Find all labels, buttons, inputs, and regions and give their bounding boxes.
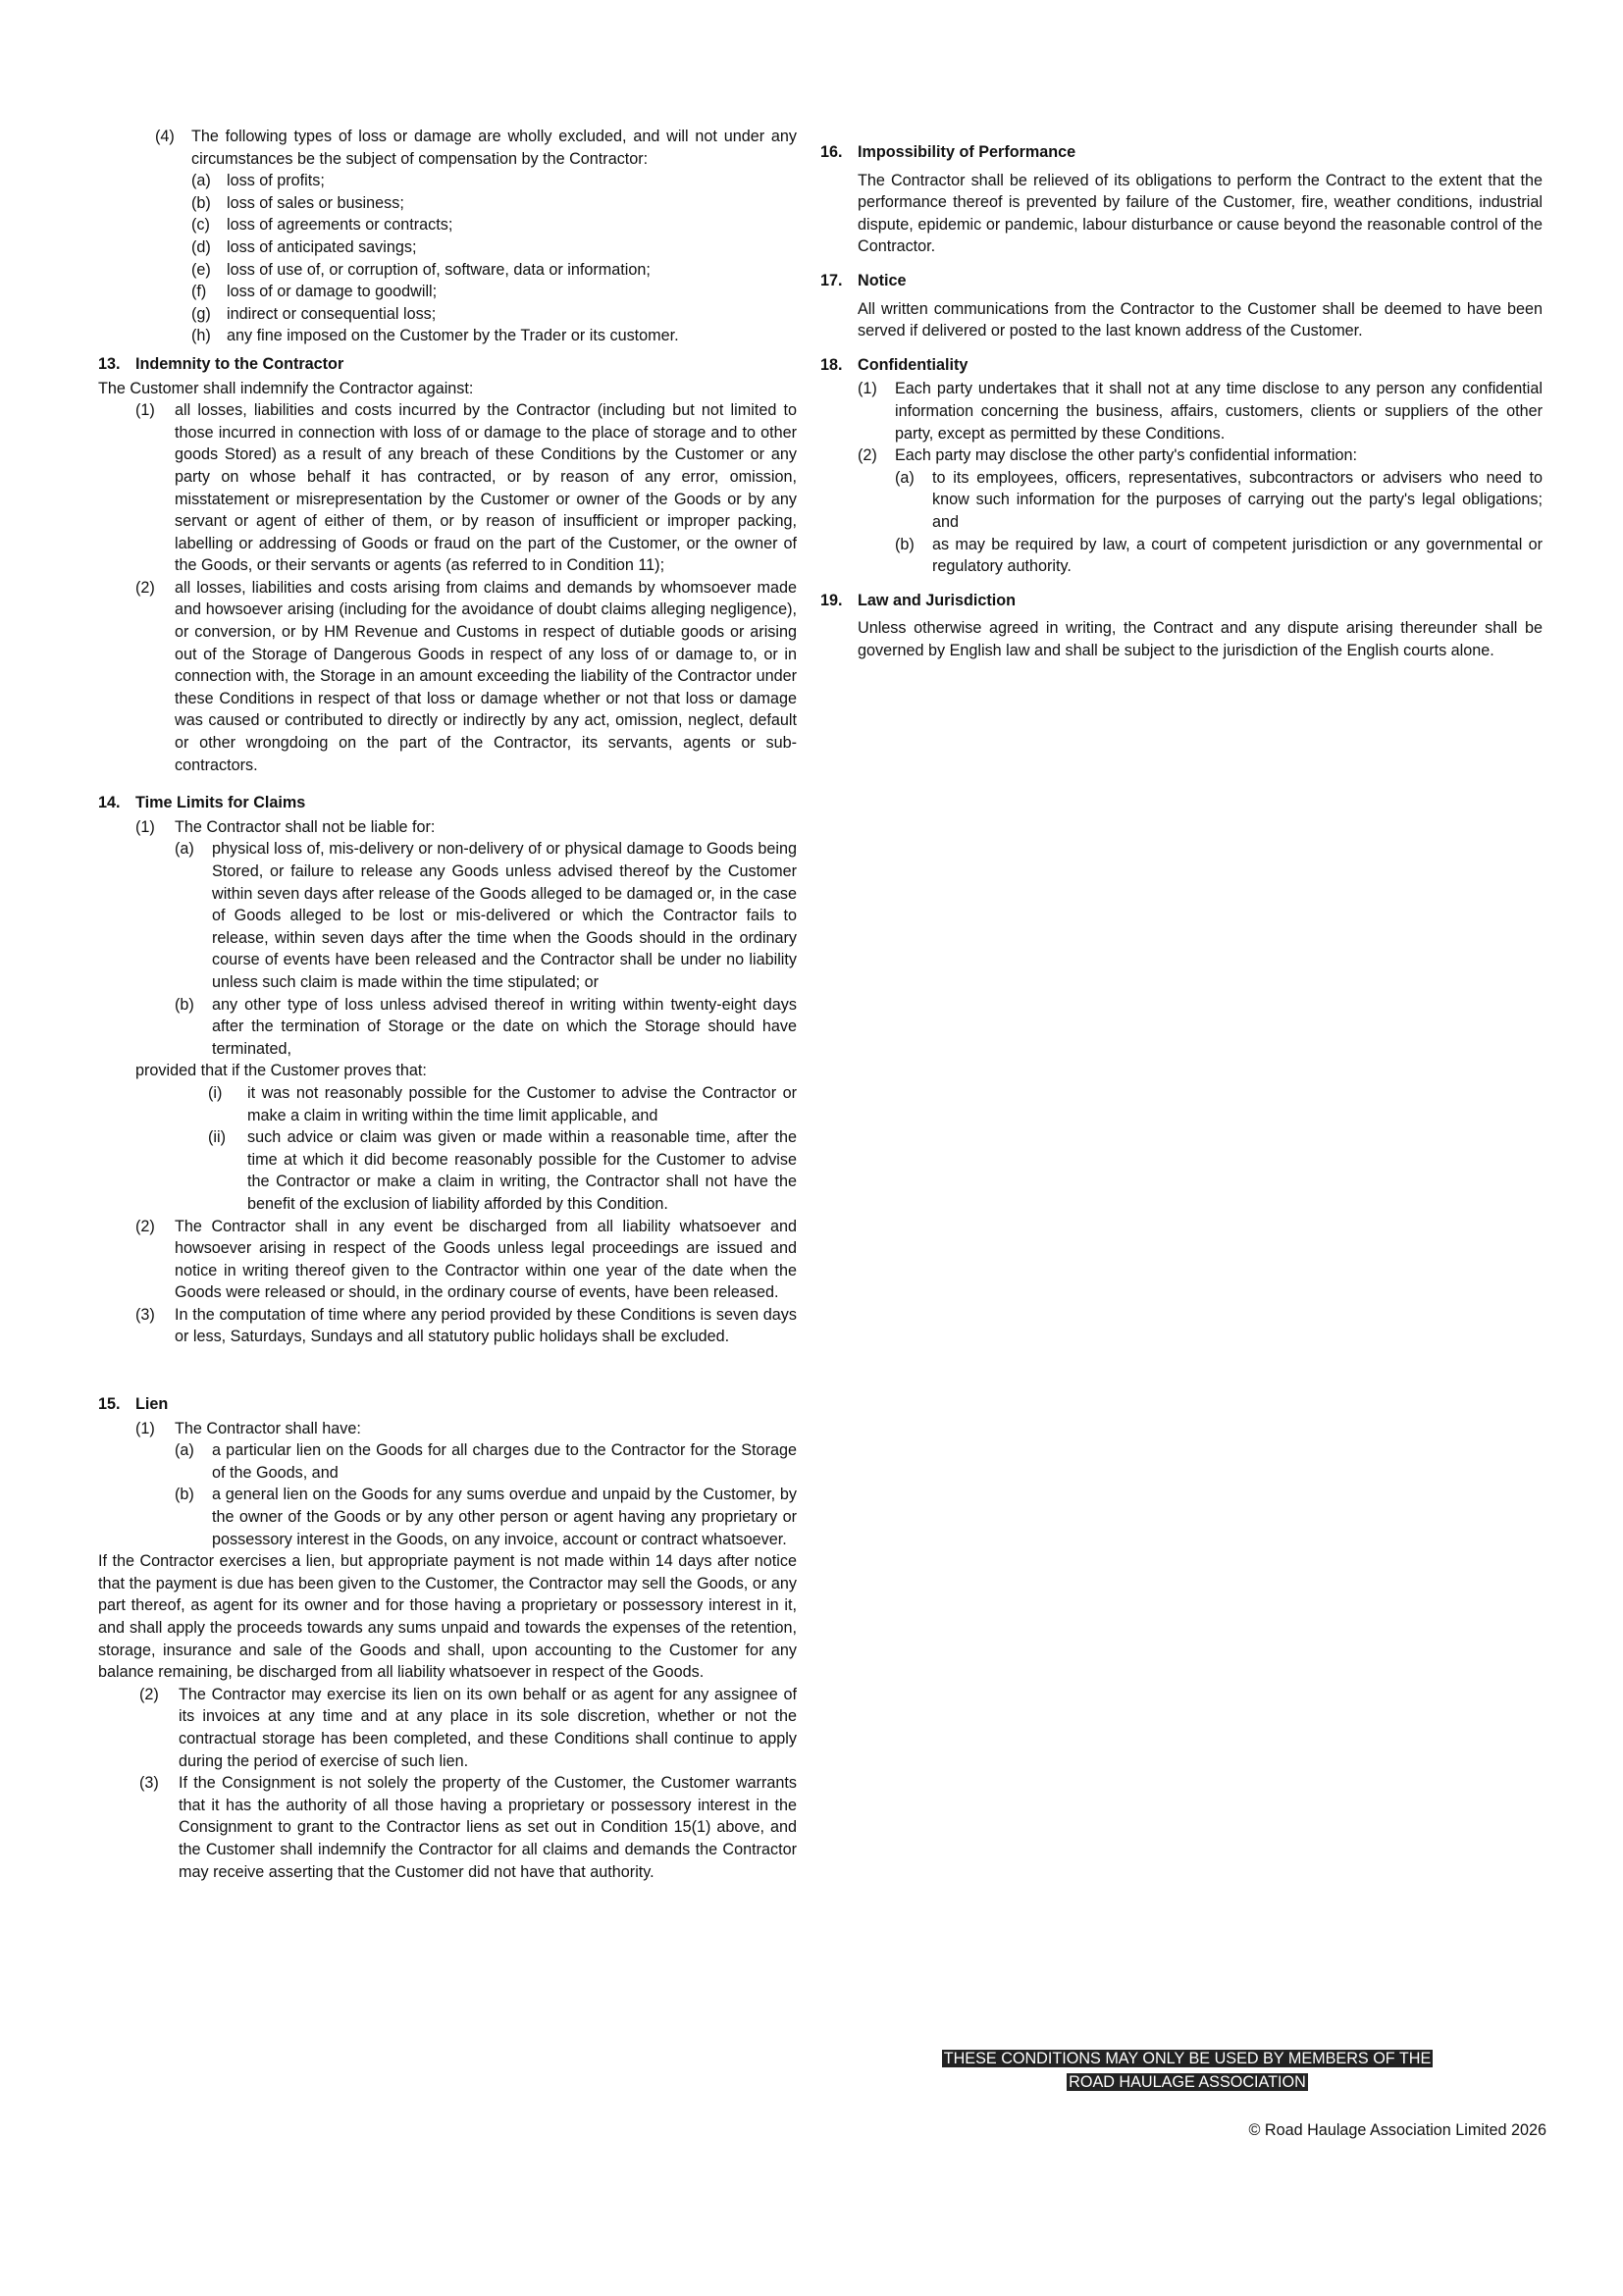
section-text: The Contractor shall be relieved of its obligations to perform the Contract to the extent that the performance thereof is prevented by failure of the Customer, fire, weather conditions, industrial dispute, epidemic or pandemic, labour disturbance or cause beyond the reasonable control of the Contractor. [858, 171, 1543, 256]
item-label: (2) [135, 578, 155, 597]
clause-item [820, 467, 1543, 534]
section-text: All written communications from the Contractor to the Customer shall be deemed to have been served if delivered or posted to the last known address of the Customer. [858, 299, 1543, 340]
section-heading [820, 141, 1543, 164]
indemnity-item [98, 577, 797, 776]
condition-13 [98, 353, 797, 776]
clause-label: (1) [135, 1419, 155, 1437]
clause-item [98, 1484, 797, 1550]
clause-text: The Contractor shall have: [175, 1419, 361, 1437]
item-text: loss of use of, or corruption of, software, data or information; [227, 260, 651, 279]
section-number: 16. [820, 143, 843, 161]
item-label: (b) [191, 193, 211, 212]
proviso-item [98, 1082, 797, 1126]
item-text: loss of agreements or contracts; [227, 216, 453, 235]
clause-item [98, 1216, 797, 1304]
item-label: (g) [191, 304, 211, 323]
clause-item [820, 378, 1543, 444]
clause-text: The following types of loss or damage are wholly excluded, and will not under any circumstances be the subject of compensation by the Contractor: [191, 128, 797, 168]
condition-15 [98, 1393, 797, 1883]
condition-18 [820, 354, 1543, 578]
clause-label: (4) [155, 128, 175, 145]
clause-14-1-list [98, 838, 797, 1060]
item-label: (f) [191, 283, 207, 301]
proviso-item [98, 1126, 797, 1215]
left-column [98, 126, 797, 1883]
exclusion-item [98, 281, 797, 303]
copyright: © Road Haulage Association Limited 2026 [1248, 2121, 1546, 2139]
exclusion-item [98, 303, 797, 326]
clause-item [98, 1304, 797, 1348]
exclusion-item [98, 325, 797, 347]
clause-15-1 [98, 1418, 797, 1440]
item-text: physical loss of, mis-delivery or non-delivery of or physical damage to Goods being Stored, or failure to release any Goods unless advised thereof by the Customer within seven days after release of the Goods alleged to be damaged or, in the case of Goods alleged to be lost or mis-delivered or which the Contractor fails to release, within seven days after the time when the Goods should in the ordinary course of events have been released and the Contractor shall be under no liability unless such claim is made within the time stipulated; or [212, 840, 797, 991]
item-text: loss of anticipated savings; [227, 237, 417, 256]
clause-18-2 [820, 444, 1543, 467]
condition-19 [820, 590, 1543, 662]
item-text: a particular lien on the Goods for all charges due to the Contractor for the Storage of the Goods, and [212, 1441, 797, 1482]
clause-item [98, 838, 797, 993]
section-heading [820, 590, 1543, 612]
item-label: (3) [135, 1305, 155, 1324]
proviso: provided that if the Customer proves that: [135, 1062, 427, 1080]
exclusion-item [98, 236, 797, 259]
section-title: Time Limits for Claims [135, 794, 306, 812]
right-column [820, 135, 1543, 661]
section-heading [98, 792, 797, 814]
item-text: Each party undertakes that it shall not at any time disclose to any person any confidential information concerning the business, affairs, customers, clients or suppliers of the other party, except as permitted by these Conditions. [895, 380, 1543, 443]
item-text: any fine imposed on the Customer by the Trader or its customer. [227, 327, 679, 345]
item-text: any other type of loss unless advised thereof in writing within twenty-eight days after the termination of Storage or the date on which the Storage should have terminated, [212, 995, 797, 1058]
item-text: such advice or claim was given or made within a reasonable time, after the time at which it did become reasonably possible for the Customer to advise the Contractor or make a claim in writing, the Contractor shall not have the benefit of the exclusion of liability afforded by this Condition. [247, 1128, 797, 1213]
clause-item [98, 1439, 797, 1484]
item-text: all losses, liabilities and costs incurred by the Contractor (including but not limited to those incurred in connection with loss of or damage to the place of storage and to other goods Stored) as a result of any breach of these Conditions by the Customer or any party on whose behalf it has contracted, or by reason of any error, omission, misstatement or misrepresentation by the Customer or owner of the Goods or by any servant or agent of either of them, or by reason of insufficient or improper packing, labelling or addressing of Goods or fraud on the part of the Customer, or the owner of the Goods, or their servants or agents (as referred to in Condition 11); [175, 401, 797, 575]
clause-18-2-list [820, 467, 1543, 578]
section-title: Lien [135, 1395, 169, 1414]
condition-16 [820, 141, 1543, 258]
indemnity-list [98, 399, 797, 776]
item-text: loss of sales or business; [227, 193, 404, 212]
item-label: (3) [139, 1774, 159, 1793]
item-text: loss of or damage to goodwill; [227, 283, 438, 301]
item-label: (e) [191, 260, 211, 279]
item-text: In the computation of time where any period provided by these Conditions is seven days or less, Saturdays, Sundays and all statutory public holidays shall be excluded. [175, 1305, 797, 1346]
banner-line-1: THESE CONDITIONS MAY ONLY BE USED BY MEMBERS OF THE [943, 2050, 1432, 2067]
section-heading [98, 1393, 797, 1416]
item-label: (a) [175, 840, 194, 859]
section-heading [98, 353, 797, 376]
section-number: 17. [820, 271, 843, 289]
lien-paragraph: If the Contractor exercises a lien, but appropriate payment is not made within 14 days after notice that the payment is due has been given to the Customer, the Contractor may sell the Goods, or any part thereof, as agent for its owner and for those having a proprietary or possessory interest in it, and shall apply the proceeds towards any sums unpaid and towards the expenses of the retention, storage, insurance and sale of the Goods and shall, upon accounting to the Customer for any balance remaining, be discharged from all liability whatsoever in respect of the Goods. [98, 1552, 797, 1682]
section-title: Indemnity to the Contractor [135, 354, 344, 373]
section-number: 13. [98, 354, 121, 373]
exclusion-item [98, 259, 797, 282]
item-label: (b) [895, 535, 915, 553]
condition-12-continued [98, 126, 797, 347]
clause-15-1-list [98, 1439, 797, 1550]
clause-item [98, 1772, 797, 1883]
item-text: The Contractor shall in any event be discharged from all liability whatsoever and howsoever arising in respect of the Goods unless legal proceedings are issued and notice in writing thereof given to the Contractor within one year of the date when the Goods were released or should, in the ordinary course of events, have been released. [175, 1217, 797, 1302]
proviso-list [98, 1082, 797, 1216]
item-text: a general lien on the Goods for any sums overdue and unpaid by the Customer, by the owner of the Goods or by any other person or agent having any proprietary or possessory interest in the Goods, on any invoice, account or contract whatsoever. [212, 1486, 797, 1548]
item-label: (h) [191, 327, 211, 345]
item-label: (i) [208, 1083, 223, 1102]
clause-15-rest [98, 1684, 797, 1883]
exclusion-item [98, 170, 797, 192]
clause-text: The Contractor shall not be liable for: [175, 817, 436, 836]
item-label: (b) [175, 995, 194, 1014]
section-text: Unless otherwise agreed in writing, the Contract and any dispute arising thereunder shall be governed by English law and shall be subject to the jurisdiction of the English courts alone. [858, 619, 1543, 659]
section-heading [820, 270, 1543, 292]
section-number: 19. [820, 591, 843, 609]
section-title: Notice [858, 271, 907, 289]
section-title: Impossibility of Performance [858, 143, 1076, 161]
item-label: (d) [191, 237, 211, 256]
item-text: it was not reasonably possible for the Customer to advise the Contractor or make a claim in writing within the time limit applicable, and [247, 1083, 797, 1124]
item-label: (a) [175, 1441, 194, 1460]
section-number: 15. [98, 1395, 121, 1414]
item-label: (1) [858, 380, 877, 398]
item-text: to its employees, officers, representatives, subcontractors or advisers who need to know such information for the purposes of carrying out the party's legal obligations; and [932, 468, 1543, 531]
clause-label: (1) [135, 817, 155, 836]
clause-14-1 [98, 816, 797, 839]
clause-text: Each party may disclose the other party's confidential information: [895, 446, 1357, 465]
item-label: (a) [191, 172, 211, 190]
indemnity-item [98, 399, 797, 577]
banner-line-2: ROAD HAULAGE ASSOCIATION [1069, 2073, 1306, 2091]
section-title: Confidentiality [858, 355, 969, 374]
item-text: as may be required by law, a court of competent jurisdiction or any governmental or regulatory authority. [932, 535, 1543, 576]
item-label: (c) [191, 216, 210, 235]
membership-banner [926, 2047, 1448, 2094]
item-text: The Contractor may exercise its lien on its own behalf or as agent for any assignee of its invoices at any time and at any place in its sole discretion, whether or not the contractual storage has been completed, and these Conditions shall continue to apply during the period of exercise of such lien. [179, 1685, 797, 1770]
item-label: (ii) [208, 1128, 226, 1147]
clause-item [98, 994, 797, 1061]
item-label: (1) [135, 401, 155, 420]
section-number: 18. [820, 355, 843, 374]
item-text: If the Consignment is not solely the property of the Customer, the Customer warrants that it has the authority of all those having a proprietary or possessory interest in the Consignment to grant to the Contractor liens as set out in Condition 15(1) above, and the Customer shall indemnify the Contractor for all claims and demands the Contractor may receive asserting that the Customer did not have that authority. [179, 1774, 797, 1881]
item-label: (2) [139, 1685, 159, 1703]
item-text: indirect or consequential loss; [227, 304, 437, 323]
section-number: 14. [98, 794, 121, 812]
section-title: Law and Jurisdiction [858, 591, 1016, 609]
exclusion-item [98, 214, 797, 236]
exclusion-list [98, 170, 797, 347]
item-text: loss of profits; [227, 172, 325, 190]
item-label: (2) [135, 1217, 155, 1235]
section-heading [820, 354, 1543, 377]
clause-item [820, 534, 1543, 578]
item-label: (b) [175, 1486, 194, 1504]
exclusion-item [98, 192, 797, 215]
confidentiality-list [820, 378, 1543, 444]
condition-17 [820, 270, 1543, 342]
section-intro: The Customer shall indemnify the Contractor against: [98, 379, 474, 397]
item-label: (a) [895, 468, 915, 487]
item-text: all losses, liabilities and costs arising from claims and demands by whomsoever made and howsoever arising (including for the avoidance of doubt claims alleging negligence), or conversion, or by HM Revenue and Customs in respect of dutiable goods or arising out of the Storage of Dangerous Goods in respect of any loss of or damage to, or in connection with, the Storage in an amount exceeding the liability of the Contractor under these Conditions in respect of that loss or damage whether or not that loss or damage was caused or contributed to directly or indirectly by any act, omission, neglect, default or other wrongdoing on the part of the Contractor, its servants, agents or sub-contractors. [175, 578, 797, 774]
clause-item [98, 1684, 797, 1772]
condition-14 [98, 792, 797, 1348]
clause-label: (2) [858, 446, 877, 465]
clause-12-4 [98, 126, 797, 170]
clause-14-rest [98, 1216, 797, 1349]
